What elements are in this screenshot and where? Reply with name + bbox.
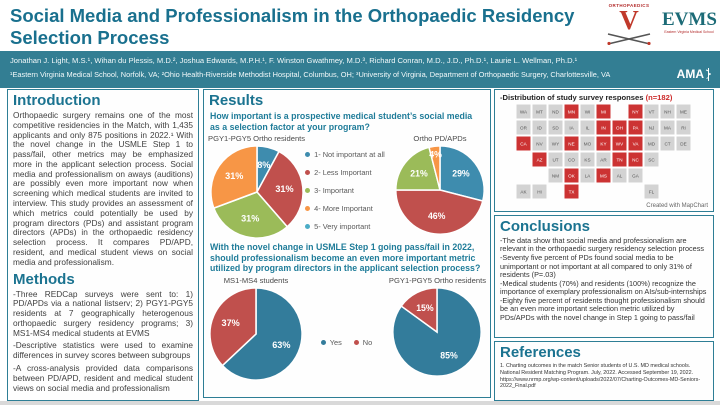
map-sample-size: (n=182) xyxy=(645,93,673,102)
svg-text:OH: OH xyxy=(616,125,623,131)
conclusion-item: -Seventy five percent of PDs found social media to be unimportant or not important at all compared to only 31% of residents (P=.03) xyxy=(500,253,692,279)
methods-item: -Three REDCap surveys were sent to: 1) PD/APDs via a national listserv; 2) PGY1-PGY5 residents at 7 geographically heterogenous orthopaedic surgery residency programs; 3) MS1-MS4 medical students at EVMS xyxy=(13,288,193,338)
evms-wordmark: EVMS xyxy=(662,9,717,30)
ama-logo xyxy=(677,67,712,81)
evms-logo xyxy=(662,10,716,34)
conclusions-panel xyxy=(494,215,714,338)
svg-text:AR: AR xyxy=(600,157,607,163)
conclusion-item: -Eighty five percent of residents thought professionalism should be an even more important selection metric utilized by PDs/APDs with the novel change in Step 1 going to pass/fail xyxy=(500,296,705,322)
pie-chart-students-yesno xyxy=(208,286,304,382)
svg-text:RI: RI xyxy=(681,125,686,131)
legend-label-4: 4- More Important xyxy=(314,204,373,214)
svg-text:IL: IL xyxy=(585,125,590,131)
legend-dot-5 xyxy=(305,224,310,229)
pie-block-students xyxy=(208,276,304,382)
svg-text:GA: GA xyxy=(632,173,639,179)
svg-text:TX: TX xyxy=(568,189,575,195)
uva-orthopaedics-logo xyxy=(598,3,660,49)
svg-text:UT: UT xyxy=(552,157,559,163)
pie-row-social-media xyxy=(204,134,490,240)
svg-text:MI: MI xyxy=(600,109,607,115)
svg-text:VA: VA xyxy=(632,141,639,147)
svg-text:CT: CT xyxy=(664,141,671,147)
svg-text:IN: IN xyxy=(601,125,606,131)
authors-line: Jonathan J. Light, M.S.¹, Wihan du Plessis, M.D.², Joshua Edwards, M.P.H.¹, F. Winston Gwathmey, M.D.³, Richard Conran, M.D., J.D., Ph.D.¹, Laurie L. Wellman, Ph.D.¹ xyxy=(10,56,578,65)
pie-chart-pdapd-importance xyxy=(394,144,486,236)
legend-label-2: 2- Less Important xyxy=(314,168,372,178)
pie-title-residents-2: PGY1-PGY5 Ortho residents xyxy=(388,275,486,285)
intro-methods-panel xyxy=(7,89,199,401)
svg-text:MS: MS xyxy=(600,173,607,179)
conclusion-item: -The data show that social media and professionalism are relevant in the orthopaedic surgery residency selection process xyxy=(500,236,705,254)
svg-text:WI: WI xyxy=(584,109,591,115)
svg-text:8%: 8% xyxy=(256,160,270,171)
svg-text:31%: 31% xyxy=(274,183,294,194)
svg-text:MA: MA xyxy=(664,125,671,131)
map-caption-text: -Distribution of study survey responses xyxy=(500,93,646,102)
svg-text:15%: 15% xyxy=(416,302,435,313)
svg-text:WA: WA xyxy=(519,109,528,115)
svg-text:CA: CA xyxy=(520,141,527,147)
svg-text:AK: AK xyxy=(520,189,527,195)
svg-text:OR: OR xyxy=(520,125,527,131)
svg-text:21%: 21% xyxy=(410,168,428,179)
svg-text:NH: NH xyxy=(664,109,671,115)
svg-text:AL: AL xyxy=(616,173,623,179)
svg-text:NE: NE xyxy=(568,141,575,147)
reference-item: 1. Charting outcomes in the match Senior students of U.S. MD medical schools. National Resident Matching Program. July, 2022. Accessed September 19, 2022. https://www.nrmp.org/wp-content/uploads/2022/07/Charting-Outcomes-MD-Seniors-2022_Final.pdf xyxy=(500,363,701,390)
svg-text:29%: 29% xyxy=(452,168,470,179)
svg-text:ND: ND xyxy=(552,109,559,115)
poster-header xyxy=(0,0,720,51)
yes-no-legend xyxy=(321,276,373,347)
methods-heading: Methods xyxy=(13,270,75,288)
legend-dot-no xyxy=(354,340,359,345)
pie-title-residents: PGY1-PGY5 Ortho residents xyxy=(208,134,306,144)
results-question-2: With the novel change in USMLE Step 1 going pass/fail in 2022, should professionalism become an even more important metric utilized by program directors in the applicant selection process? xyxy=(210,242,481,274)
svg-text:63%: 63% xyxy=(272,339,291,350)
svg-text:LA: LA xyxy=(584,173,591,179)
svg-text:SD: SD xyxy=(552,125,559,131)
conclusion-item: -Medical students (70%) and residents (100%) recognize the importance of exemplary professionalism on AIs/sub-internships xyxy=(500,278,707,297)
poster-title: Social Media and Professionalism in the Orthopaedic Residency Selection Process xyxy=(10,5,575,48)
caduceus-icon xyxy=(705,68,712,81)
us-states-map xyxy=(506,103,702,201)
pie-chart-residents-yesno xyxy=(391,286,483,378)
svg-text:DE: DE xyxy=(680,141,687,147)
legend-dot-2 xyxy=(305,170,310,175)
svg-text:MN: MN xyxy=(567,109,576,115)
evms-subtitle: Eastern Virginia Medical School xyxy=(664,30,714,34)
legend-dot-4 xyxy=(305,206,310,211)
svg-text:PA: PA xyxy=(632,125,639,131)
svg-text:MO: MO xyxy=(583,141,592,147)
map-panel xyxy=(494,89,714,212)
svg-text:FL: FL xyxy=(648,189,655,195)
svg-text:NC: NC xyxy=(632,157,639,163)
affiliations-line: ¹Eastern Virginia Medical School, Norfolk, VA; ²Ohio Health-Riverside Methodist Hospital, Columbus, OH; ³University of Virginia, Department of Orthopaedic Surgery, Charlottesville, VA xyxy=(10,70,611,79)
svg-text:HI: HI xyxy=(537,189,542,195)
svg-text:VT: VT xyxy=(648,109,655,115)
poster-bottom-strip xyxy=(0,401,720,405)
svg-text:37%: 37% xyxy=(221,317,240,328)
svg-text:ID: ID xyxy=(537,125,542,131)
importance-legend xyxy=(305,134,394,231)
svg-text:WV: WV xyxy=(615,141,624,147)
svg-text:TN: TN xyxy=(616,157,623,163)
svg-text:4%: 4% xyxy=(429,149,442,160)
svg-text:KY: KY xyxy=(600,141,607,147)
svg-text:CO: CO xyxy=(568,157,575,163)
svg-text:MT: MT xyxy=(536,109,543,115)
conclusions-heading: Conclusions xyxy=(500,218,591,235)
legend-dot-1 xyxy=(305,152,310,157)
svg-text:WY: WY xyxy=(551,141,560,147)
results-heading: Results xyxy=(209,92,264,109)
legend-label-no: No xyxy=(362,337,373,347)
legend-label-3: 3- Important xyxy=(314,186,354,196)
legend-label-yes: Yes xyxy=(329,337,342,347)
svg-text:SC: SC xyxy=(648,157,655,163)
author-band xyxy=(0,51,720,88)
references-panel xyxy=(494,341,714,401)
introduction-heading: Introduction xyxy=(13,92,101,109)
pie-block-residents xyxy=(208,134,305,240)
svg-text:85%: 85% xyxy=(440,350,459,361)
svg-text:NY: NY xyxy=(632,109,639,115)
map-caption xyxy=(500,93,709,102)
results-panel xyxy=(203,89,491,398)
pie-chart-residents-importance xyxy=(209,144,305,240)
methods-item: -Descriptive statistics were used to examine differences in survey scores between subgroups xyxy=(13,340,193,361)
svg-text:NV: NV xyxy=(536,141,543,147)
crossed-swords-icon xyxy=(604,33,654,45)
svg-text:46%: 46% xyxy=(427,211,446,222)
legend-label-1: 1- Not important at all xyxy=(314,150,385,160)
pie-title-students: MS1-MS4 students xyxy=(223,275,289,285)
pie-title-pdapds: Ortho PD/APDs xyxy=(413,134,467,144)
pie-block-pdapds xyxy=(394,134,486,236)
svg-text:31%: 31% xyxy=(224,171,243,182)
svg-text:NM: NM xyxy=(551,173,560,179)
svg-text:OK: OK xyxy=(568,173,575,179)
uva-v-mark: V xyxy=(619,5,639,35)
svg-text:KS: KS xyxy=(584,157,591,163)
svg-text:31%: 31% xyxy=(240,213,259,224)
svg-text:MD: MD xyxy=(647,141,656,147)
map-credit: Created with MapChart xyxy=(646,203,708,209)
orthopaedics-label: ORTHOPAEDICS xyxy=(608,3,650,8)
results-question-1: How important is a prospective medical student’s social media as a selection factor at your program? xyxy=(210,111,473,132)
legend-label-5: 5- Very important xyxy=(314,222,371,232)
references-heading: References xyxy=(500,344,581,361)
svg-text:IA: IA xyxy=(569,125,574,131)
methods-item: -A cross-analysis provided data comparisons between PD/APD, resident and medical student views on social media and professionalism xyxy=(13,362,193,393)
pie-block-residents-2 xyxy=(389,276,486,378)
ama-wordmark: AMA xyxy=(676,67,704,81)
svg-text:AZ: AZ xyxy=(536,157,543,163)
legend-dot-yes xyxy=(321,340,326,345)
svg-text:NJ: NJ xyxy=(648,125,655,131)
pie-row-professionalism xyxy=(204,276,490,382)
introduction-body: Orthopaedic surgery remains one of the most competitive residencies in the Match, with 1,435 applicants and only 875 positions in 2022.¹ With the novel change in the USMLE Step 1 to pass/fail, other metrics may be emphasized more in the applicant selection process. Social media and professionalism on aways (auditions) are possibly even more important now when screening which medical students are invited to interview. This study provides an assessment of which metrics could potentially be used by program directors (PDs) and assistant program directors (APDs) in the orthopaedic residency selection process. It compares PD/APD, resident, and medical student views on social media and professionalism. xyxy=(13,110,193,267)
legend-dot-3 xyxy=(305,188,310,193)
svg-text:ME: ME xyxy=(680,109,687,115)
